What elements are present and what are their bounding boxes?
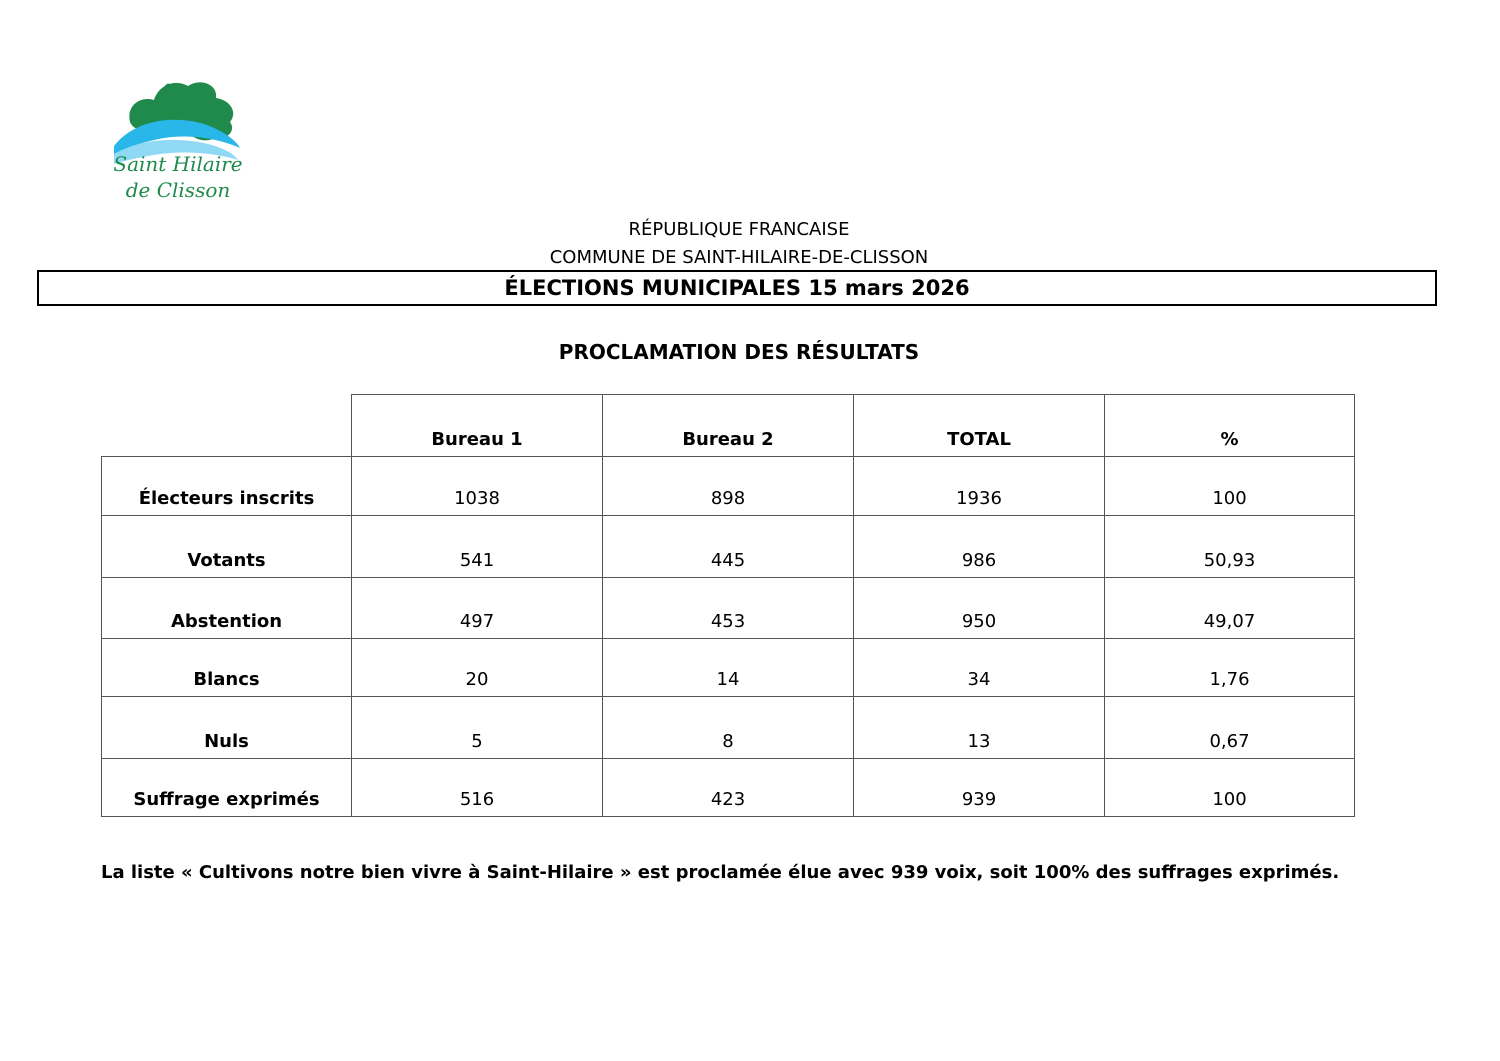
row-label: Suffrage exprimés: [102, 759, 352, 817]
cell-value: 1038: [352, 457, 603, 516]
conclusion-statement: La liste « Cultivons notre bien vivre à Saint-Hilaire » est proclamée élue avec 939 voix, soit 100% des suffrages exprimés.: [101, 862, 1340, 883]
results-table: [101, 394, 1355, 817]
column-header-bureau2: Bureau 2: [603, 395, 854, 457]
cell-value: 423: [603, 759, 854, 817]
cell-value: 14: [603, 639, 854, 697]
cell-value: 49,07: [1105, 578, 1355, 639]
cell-value: 8: [603, 697, 854, 759]
election-title-box: [37, 270, 1437, 306]
cell-value: 516: [352, 759, 603, 817]
cell-value: 445: [603, 516, 854, 578]
republic-heading: RÉPUBLIQUE FRANCAISE: [628, 219, 850, 240]
cell-value: 898: [603, 457, 854, 516]
cell-value: 100: [1105, 759, 1355, 817]
cell-value: 497: [352, 578, 603, 639]
table-header-row: [102, 395, 1355, 457]
cell-value: 1,76: [1105, 639, 1355, 697]
table-row: [102, 457, 1355, 516]
leaf-wave-icon: [108, 74, 248, 164]
table-row: [102, 759, 1355, 817]
cell-value: 20: [352, 639, 603, 697]
election-title: ÉLECTIONS MUNICIPALES 15 mars 2026: [504, 276, 970, 300]
column-header-bureau1: Bureau 1: [352, 395, 603, 457]
commune-heading: COMMUNE DE SAINT-HILAIRE-DE-CLISSON: [549, 247, 929, 268]
table-row: [102, 516, 1355, 578]
cell-value: 986: [854, 516, 1105, 578]
cell-value: 939: [854, 759, 1105, 817]
table-corner-cell: [102, 395, 352, 457]
cell-value: 0,67: [1105, 697, 1355, 759]
cell-value: 950: [854, 578, 1105, 639]
cell-value: 1936: [854, 457, 1105, 516]
cell-value: 5: [352, 697, 603, 759]
row-label: Abstention: [102, 578, 352, 639]
table-row: [102, 578, 1355, 639]
row-label: Nuls: [102, 697, 352, 759]
proclamation-heading: PROCLAMATION DES RÉSULTATS: [558, 340, 920, 364]
cell-value: 34: [854, 639, 1105, 697]
column-header-total: TOTAL: [854, 395, 1105, 457]
cell-value: 100: [1105, 457, 1355, 516]
row-label: Blancs: [102, 639, 352, 697]
column-header-percent: %: [1105, 395, 1355, 457]
cell-value: 50,93: [1105, 516, 1355, 578]
table-row: [102, 697, 1355, 759]
cell-value: 541: [352, 516, 603, 578]
cell-value: 13: [854, 697, 1105, 759]
row-label: Votants: [102, 516, 352, 578]
commune-logo: [108, 74, 248, 209]
table-row: [102, 639, 1355, 697]
logo-text-line1: Saint Hilaire: [113, 152, 243, 176]
row-label: Électeurs inscrits: [102, 457, 352, 516]
cell-value: 453: [603, 578, 854, 639]
logo-text-line2: de Clisson: [125, 178, 231, 202]
